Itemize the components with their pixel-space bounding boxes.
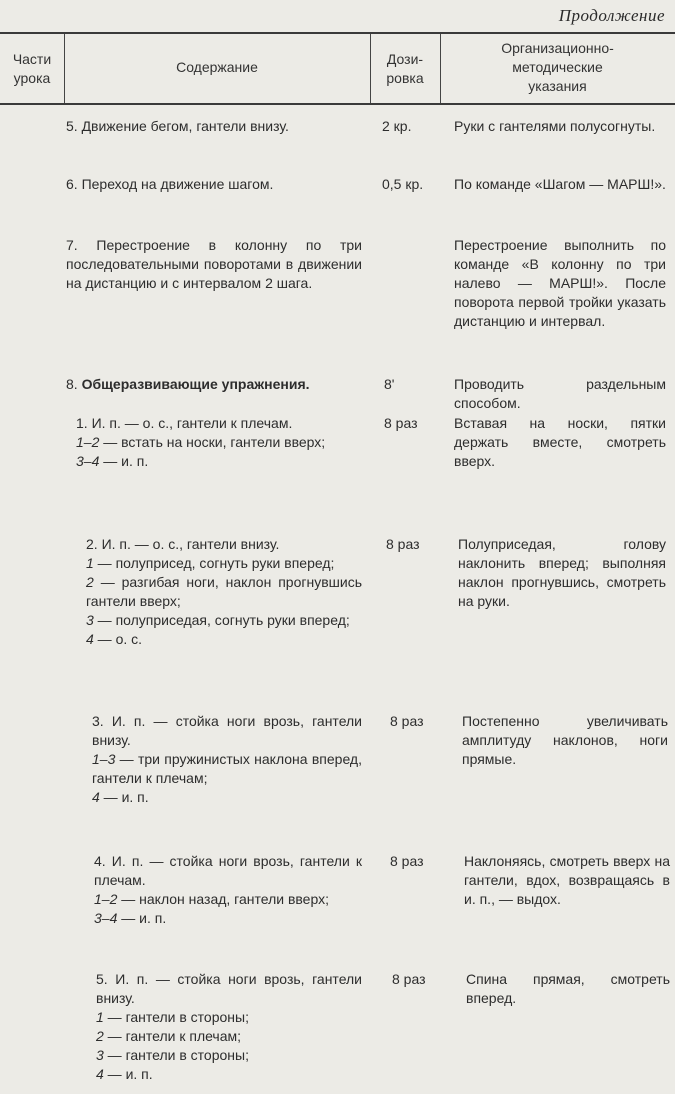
row-5-dose: 2 кр. [382,118,412,134]
header-part: Части урока [12,51,52,86]
exercise-2-notes: Полуприседая, голову наклонить вперед; выполняя наклон прогнувшись, смотреть на руки. [458,536,666,609]
row-6-content: 6. Переход на движение шагом. [66,176,274,192]
exercise-3-notes: Постепенно увеличивать амплитуду наклонов, ноги прямые. [462,713,668,767]
header-rule [0,103,675,105]
row-7-notes: Перестроение выполнить по команде «В колонну по три налево — МАРШ!». После поворота первой тройки указать дистанцию и интервал. [454,237,666,329]
exercise-2: 2. И. п. — о. с., гантели внизу. 1 — полуприсед, согнуть руки вперед; 2 — разгибая ноги, наклон прогнувшись гантели вверх; 3 — полуприседая, согнуть руки вперед; 4 — о. с. [86,536,362,647]
exercise-4-dose: 8 раз [390,853,424,869]
row-7-content: 7. Перестроение в колонну по три последовательными поворотами в движении на дистанцию и с интервалом 2 шага. [66,237,362,291]
row-6-notes: По команде «Шагом — МАРШ!». [454,176,666,192]
row-5-notes: Руки с гантелями полусогнуты. [454,118,656,134]
exercise-5-dose: 8 раз [392,971,426,987]
row-8-dose: 8' [384,376,395,392]
exercise-3: 3. И. п. — стойка ноги врозь, гантели внизу. 1–3 — три пружинистых наклона вперед, гантели к плечам; 4 — и. п. [92,713,362,805]
exercise-1-notes: Вставая на носки, пятки держать вместе, смотреть вверх. [454,415,666,469]
row-6-dose: 0,5 кр. [382,176,424,192]
exercise-5-notes: Спина прямая, смотреть вперед. [466,971,670,1006]
exercise-1: 1. И. п. — о. с., гантели к плечам. 1–2 — встать на носки, гантели вверх; 3–4 — и. п. [76,415,326,469]
exercise-1-dose: 8 раз [384,415,418,431]
header-notes: Организационно- методические указания [501,40,614,94]
exercise-4-notes: Наклоняясь, смотреть вверх на гантели, вдох, возвращаясь в и. п., — выдох. [464,853,670,907]
header-dose: Дози- ровка [386,51,424,86]
row-5-content: 5. Движение бегом, гантели внизу. [66,118,289,134]
header-content: Содержание [176,59,258,75]
continuation-label: Продолжение [558,6,665,25]
exercise-4: 4. И. п. — стойка ноги врозь, гантели к плечам. 1–2 — наклон назад, гантели вверх; 3–4 — и. п. [94,853,362,926]
top-rule [0,32,675,34]
exercise-2-dose: 8 раз [386,536,420,552]
row-8-title: 8. Общеразвивающие упражнения. [66,376,310,392]
exercise-3-dose: 8 раз [390,713,424,729]
exercise-5: 5. И. п. — стойка ноги врозь, гантели внизу. 1 — гантели в стороны; 2 — гантели к плечам; 3 — гантели в стороны; 4 — и. п. [96,971,362,1082]
row-8-notes: Проводить раздельным способом. [454,376,666,411]
